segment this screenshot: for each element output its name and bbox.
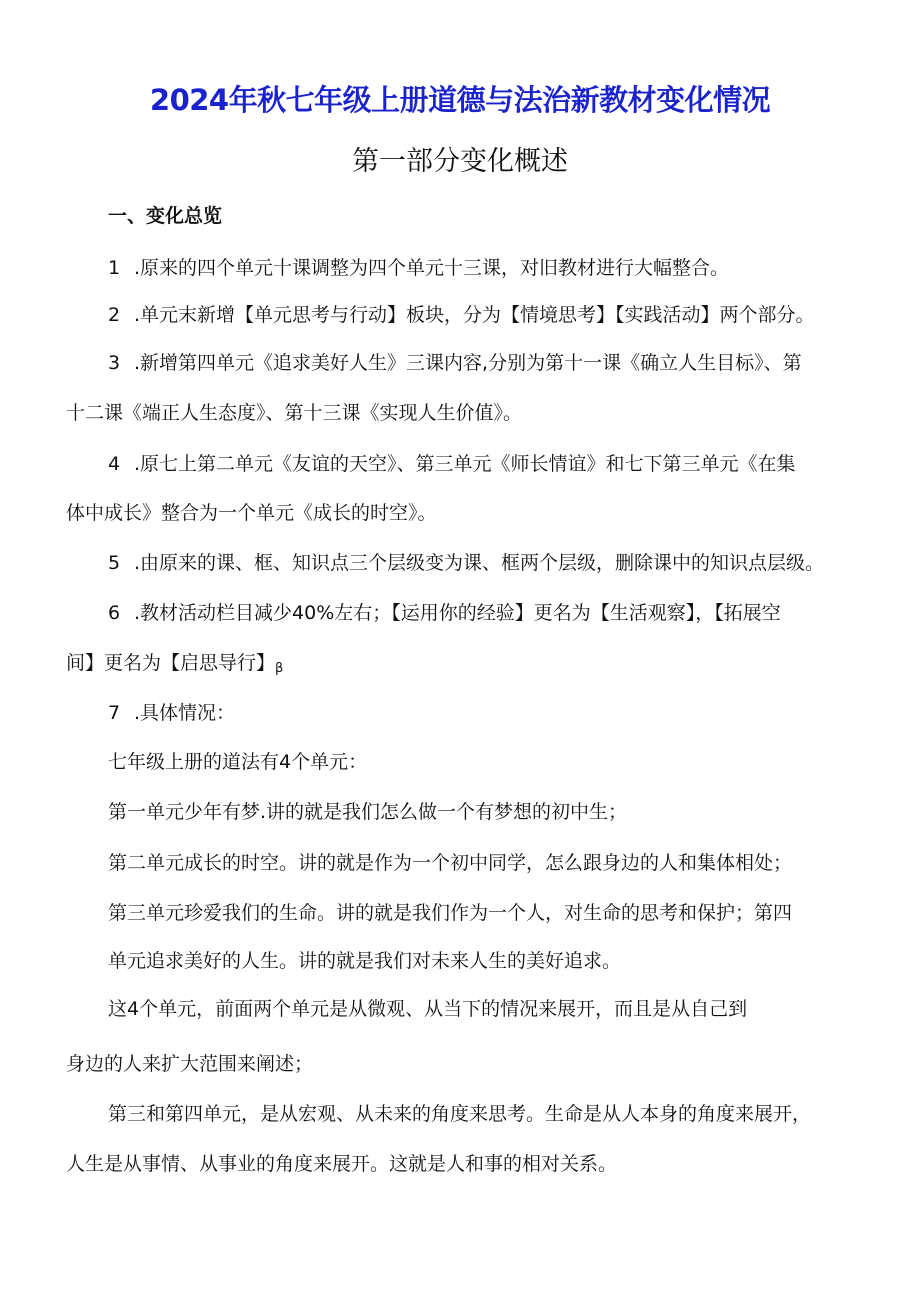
item-text: .具体情况： <box>134 702 236 724</box>
item-text: .原来的四个单元十课调整为四个单元十三课，对旧教材进行大幅整合。 <box>134 257 730 279</box>
item-number: 4 <box>108 453 121 475</box>
body-line: 第二单元成长的时空。讲的就是作为一个初中同学，怎么跟身边的人和集体相处； <box>108 852 793 874</box>
body-line: 第三和第四单元，是从宏观、从未来的角度来思考。生命是从人本身的角度来展开， <box>108 1103 812 1125</box>
continuation-text: 间】更名为【启思导行】 <box>66 652 276 674</box>
list-item <box>108 253 729 283</box>
item-number: 6 <box>108 602 121 624</box>
list-item <box>108 300 815 330</box>
item-text: .单元末新增【单元思考与行动】板块，分为【情境思考】【实践活动】两个部分。 <box>134 304 815 326</box>
list-item <box>108 548 824 578</box>
item-number: 5 <box>108 552 121 574</box>
body-line: 身边的人来扩大范围来阐述； <box>66 1053 314 1075</box>
item-text: .新增第四单元《追求美好人生》三课内容,分别为第十一课《确立人生目标》、第 <box>134 352 802 374</box>
item-number: 1 <box>108 257 121 279</box>
item-text: .由原来的课、框、知识点三个层级变为课、框两个层级，删除课中的知识点层级。 <box>134 552 825 574</box>
list-item-continuation: 十二课《端正人生态度》、第十三课《实现人生价值》。 <box>66 402 523 424</box>
item-number: 3 <box>108 352 121 374</box>
part-title: 第一部分变化概述 <box>352 146 568 177</box>
list-item <box>108 698 235 728</box>
body-line: 第一单元少年有梦.讲的就是我们怎么做一个有梦想的初中生； <box>108 801 628 823</box>
list-item-continuation <box>66 648 283 684</box>
body-line: 第三单元珍爱我们的生命。讲的就是我们作为一个人，对生命的思考和保护；第四 <box>108 902 793 924</box>
body-line: 这4个单元，前面两个单元是从微观、从当下的情况来展开，而且是从自己到 <box>108 998 748 1020</box>
body-line: 人生是从事情、从事业的角度来展开。这就是人和事的相对关系。 <box>66 1153 618 1175</box>
stray-glyph: β <box>275 661 284 676</box>
list-item <box>108 449 796 479</box>
item-text: .原七上第二单元《友谊的天空》、第三单元《师长情谊》和七下第三单元《在集 <box>134 453 796 475</box>
item-number: 2 <box>108 304 121 326</box>
body-line: 七年级上册的道法有4个单元： <box>108 751 368 773</box>
item-number: 7 <box>108 702 121 724</box>
body-line: 单元追求美好的人生。讲的就是我们对未来人生的美好追求。 <box>108 950 622 972</box>
section-heading: 一、变化总览 <box>108 205 223 227</box>
document-title: 2024年秋七年级上册道德与法治新教材变化情况 <box>149 83 771 117</box>
list-item <box>108 598 781 628</box>
list-item <box>108 348 802 378</box>
item-text: .教材活动栏目减少40%左右；【运用你的经验】更名为【生活观察】，【拓展空 <box>134 602 781 624</box>
list-item-continuation: 体中成长》整合为一个单元《成长的时空》。 <box>66 502 437 524</box>
